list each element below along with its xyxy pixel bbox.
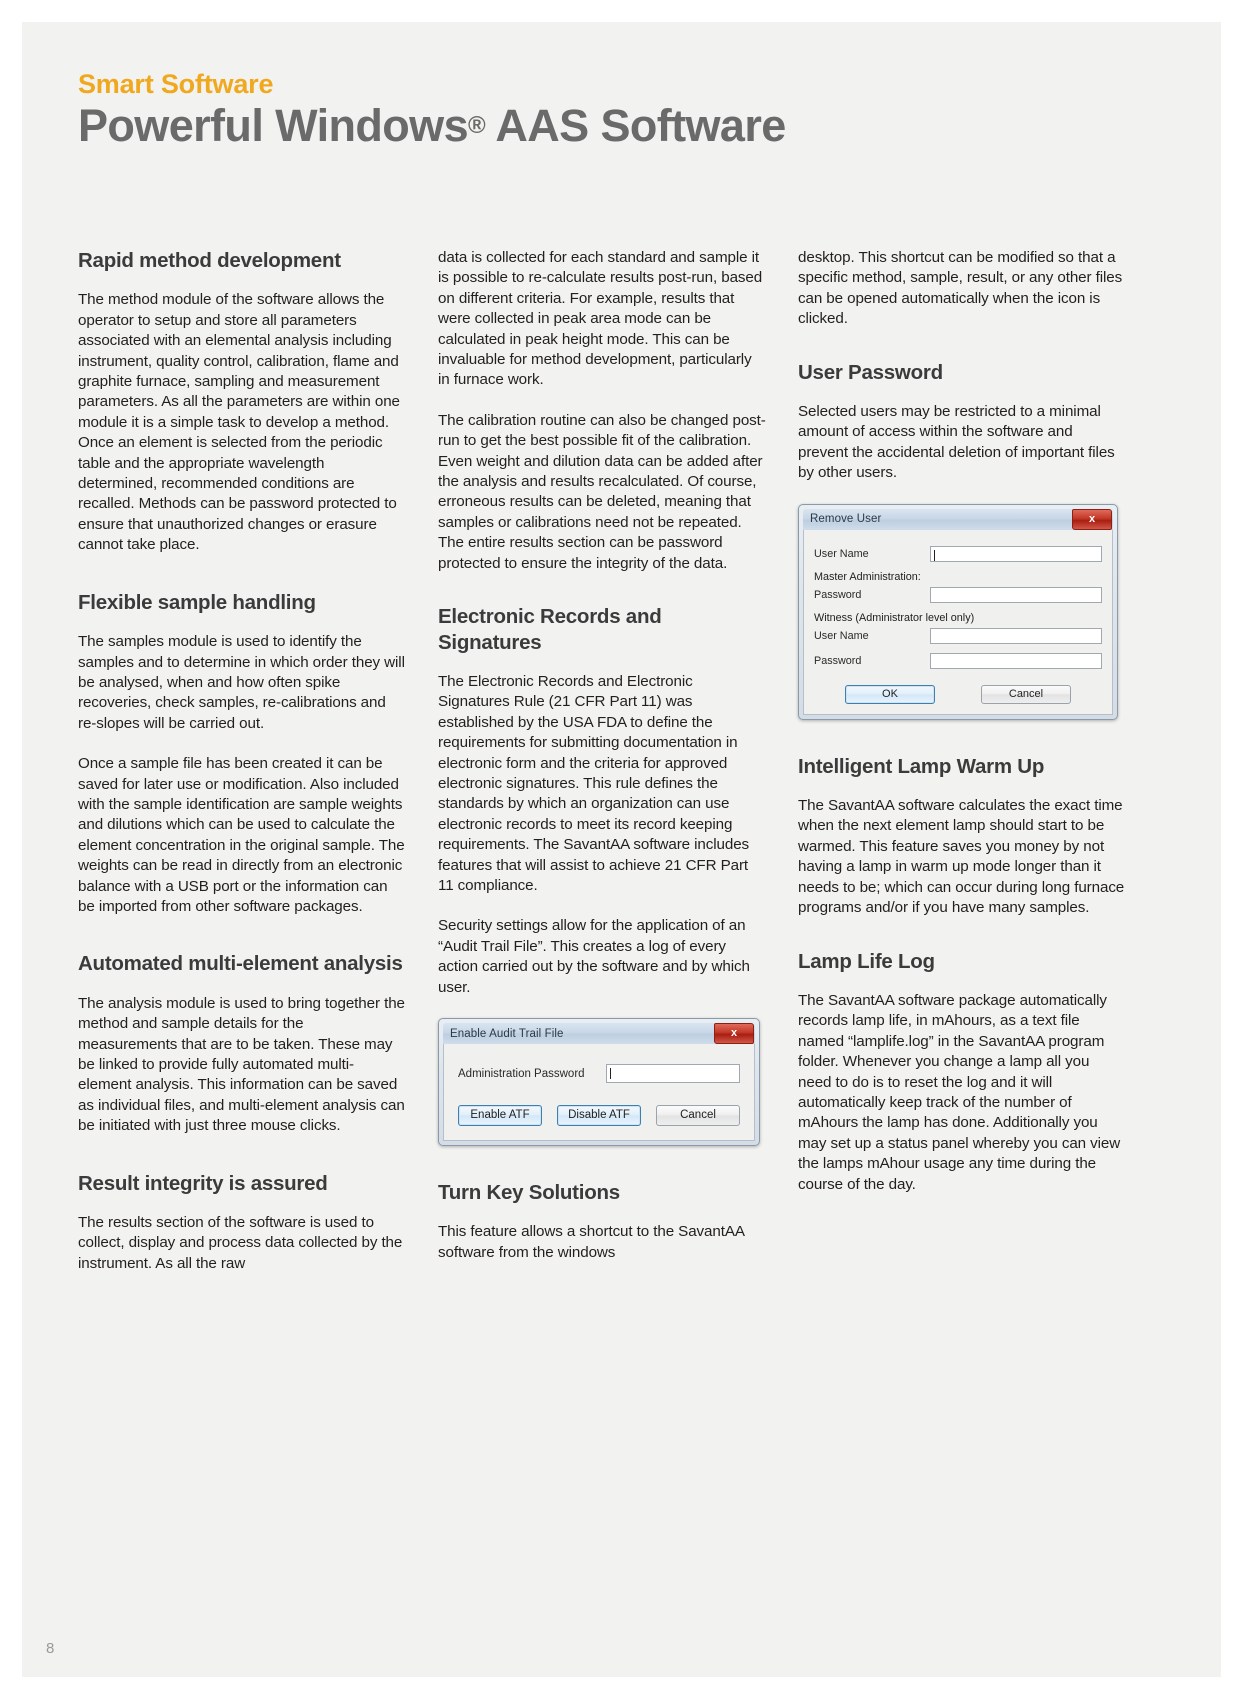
page-title — [78, 102, 1098, 150]
page-margin-top — [0, 0, 1249, 22]
dialog-button-row — [458, 1105, 740, 1126]
section-heading-flexible-sample-handling: Flexible sample handling — [78, 590, 316, 614]
user-name-input[interactable] — [930, 546, 1102, 562]
page-margin-right — [1221, 0, 1249, 1695]
enable-audit-trail-file-dialog[interactable] — [438, 1018, 760, 1146]
paragraph: desktop. This shortcut can be modified so that a specific method, sample, result, or any other files can be opened automatically when the icon is clicked. — [798, 249, 1123, 328]
paragraph: The analysis module is used to bring together the method and sample details for the measurements that are to be taken. These may be linked to provide fully automated multi-element analysis. This information can be saved as individual files, and multi-element analysis can be initiated with just three mouse clicks. — [78, 994, 405, 1135]
paragraph: The Electronic Records and Electronic Signatures Rule (21 CFR Part 11) was established by the USA FDA to define the requirements for submitting documentation in electronic form and the criteria for approved electronic signatures. This rule defines the standards by which an organization can use electronic records to meet its record keeping requirements. The SavantAA software includes features that will assist to achieve 21 CFR Part 11 compliance. — [438, 672, 750, 894]
column-right — [798, 248, 1126, 1274]
page-title-part-1: Powerful Windows — [78, 100, 468, 152]
master-password-row — [814, 587, 1102, 603]
paragraph: Selected users may be restricted to a minimal amount of access within the software and prevent the accidental deletion of important files by other users. — [798, 403, 1115, 482]
close-icon[interactable]: x — [714, 1023, 754, 1044]
page-number: 8 — [46, 1640, 55, 1657]
master-password-label: Password — [814, 588, 862, 601]
section-heading-turn-key-solutions: Turn Key Solutions — [438, 1181, 620, 1204]
page-margin-left — [0, 0, 22, 1695]
dialog-titlebar[interactable] — [443, 1023, 755, 1044]
paragraph: The SavantAA software package automatically records lamp life, in mAhours, as a text file named “lamplife.log” in the SavantAA program folder. Whenever you change a lamp all you need to do is to reset the log and it will automatically keep track of the number of mAhours the lamp has done. Additionally you may set up a status panel whereby you can view the lamps mAhour usage any time during the course of the day. — [798, 991, 1121, 1193]
witness-user-name-row — [814, 628, 1102, 644]
cancel-button[interactable]: Cancel — [656, 1105, 740, 1126]
ok-button[interactable]: OK — [845, 685, 935, 704]
remove-user-dialog[interactable] — [798, 504, 1118, 720]
paragraph: The calibration routine can also be changed post-run to get the best possible fit of the calibration. Even weight and dilution data can be added after the analysis and results recalculated. Of course, erroneous results can be deleted, meaning that samples or calibrations need not be repeated. The entire results section can be password protected to ensure the integrity of the data. — [438, 411, 766, 572]
witness-user-name-input[interactable] — [930, 628, 1102, 644]
witness-user-name-label: User Name — [814, 629, 869, 642]
dialog-titlebar[interactable] — [803, 509, 1113, 530]
close-icon[interactable]: x — [1072, 509, 1112, 530]
paragraph: This feature allows a shortcut to the SavantAA software from the windows — [438, 1223, 745, 1261]
disable-atf-button[interactable]: Disable ATF — [557, 1105, 641, 1126]
administration-password-row — [458, 1064, 740, 1083]
section-heading-result-integrity-is-assured: Result integrity is assured — [78, 1171, 328, 1195]
section-heading-user-password: User Password — [798, 360, 943, 384]
text-caret — [610, 1068, 611, 1079]
page-header — [78, 70, 1098, 150]
page-margin-bottom — [0, 1677, 1249, 1695]
paragraph: data is collected for each standard and sample it is possible to re-calculate results post-run, based on different criteria. For example, results that were collected in peak area mode can be calculated in peak height mode. This can be invaluable for method development, particularly in furnace work. — [438, 249, 763, 389]
paragraph: The method module of the software allows the operator to setup and store all parameters associated with an elemental analysis including instrument, quality control, calibration, flame and graphite furnace, sampling and measurement parameters. As all the parameters are within one module it is a simple task to develop a method. Once an element is selected from the periodic table and the appropriate wavelength determined, recommended conditions are recalled. Methods can be password protected to ensure that unauthorized changes or erasure cannot take place. — [78, 291, 400, 554]
cancel-button[interactable]: Cancel — [981, 685, 1071, 704]
dialog-button-row — [814, 685, 1102, 704]
text-caret — [934, 550, 935, 561]
paragraph: The SavantAA software calculates the exact time when the next element lamp should start to be warmed. This feature saves you money by not having a lamp in warm up mode longer than it needs to be; which can occur during long furnace programs and/or if you have many samples. — [798, 797, 1125, 917]
witness-section-label: Witness (Administrator level only) — [814, 611, 975, 624]
user-name-label: User Name — [814, 547, 869, 560]
paragraph: Once a sample file has been created it can be saved for later use or modification. Also included with the sample identification are sample weights and dilutions which can be used to calculate the element concentration in the original sample. The weights can be read in directly from an electronic balance with a USB port or the information can be imported from other software packages. — [78, 755, 405, 915]
dialog-body — [803, 530, 1113, 715]
column-left — [78, 248, 406, 1274]
witness-password-label: Password — [814, 654, 862, 667]
witness-password-input[interactable] — [930, 653, 1102, 669]
paragraph: Security settings allow for the application of an “Audit Trail File”. This creates a log of every action carried out by the software and by which user. — [438, 917, 750, 996]
administration-password-label: Administration Password — [458, 1067, 585, 1080]
section-heading-rapid-method-development: Rapid method development — [78, 249, 341, 272]
column-middle — [438, 248, 766, 1274]
page-title-part-2: AAS Software — [485, 100, 786, 152]
administration-password-input[interactable] — [606, 1064, 740, 1083]
registered-trademark-symbol: ® — [468, 112, 486, 140]
enable-atf-button[interactable]: Enable ATF — [458, 1105, 542, 1126]
dialog-body — [443, 1044, 755, 1141]
paragraph: The samples module is used to identify the samples and to determine in which order they will be analysed, when and how often spike recoveries, check samples, re-calibrations and re-slopes will be carried out. — [78, 633, 405, 732]
master-administration-label: Master Administration: — [814, 570, 921, 583]
master-password-input[interactable] — [930, 587, 1102, 603]
witness-password-row — [814, 653, 1102, 669]
header-eyebrow: Smart Software — [78, 69, 274, 99]
section-heading-electronic-records-and-signatures: Electronic Records and Signatures — [438, 605, 662, 654]
dialog-title: Enable Audit Trail File — [450, 1027, 564, 1040]
paragraph: The results section of the software is used to collect, display and process data collected by the instrument. As all the raw — [78, 1214, 403, 1272]
section-heading-intelligent-lamp-warm-up: Intelligent Lamp Warm Up — [798, 754, 1045, 778]
user-name-row — [814, 546, 1102, 562]
dialog-title: Remove User — [810, 513, 882, 526]
section-heading-lamp-life-log: Lamp Life Log — [798, 949, 935, 973]
section-heading-automated-multi-element-analysis: Automated multi-element analysis — [78, 952, 403, 976]
article-columns — [78, 248, 1125, 1274]
